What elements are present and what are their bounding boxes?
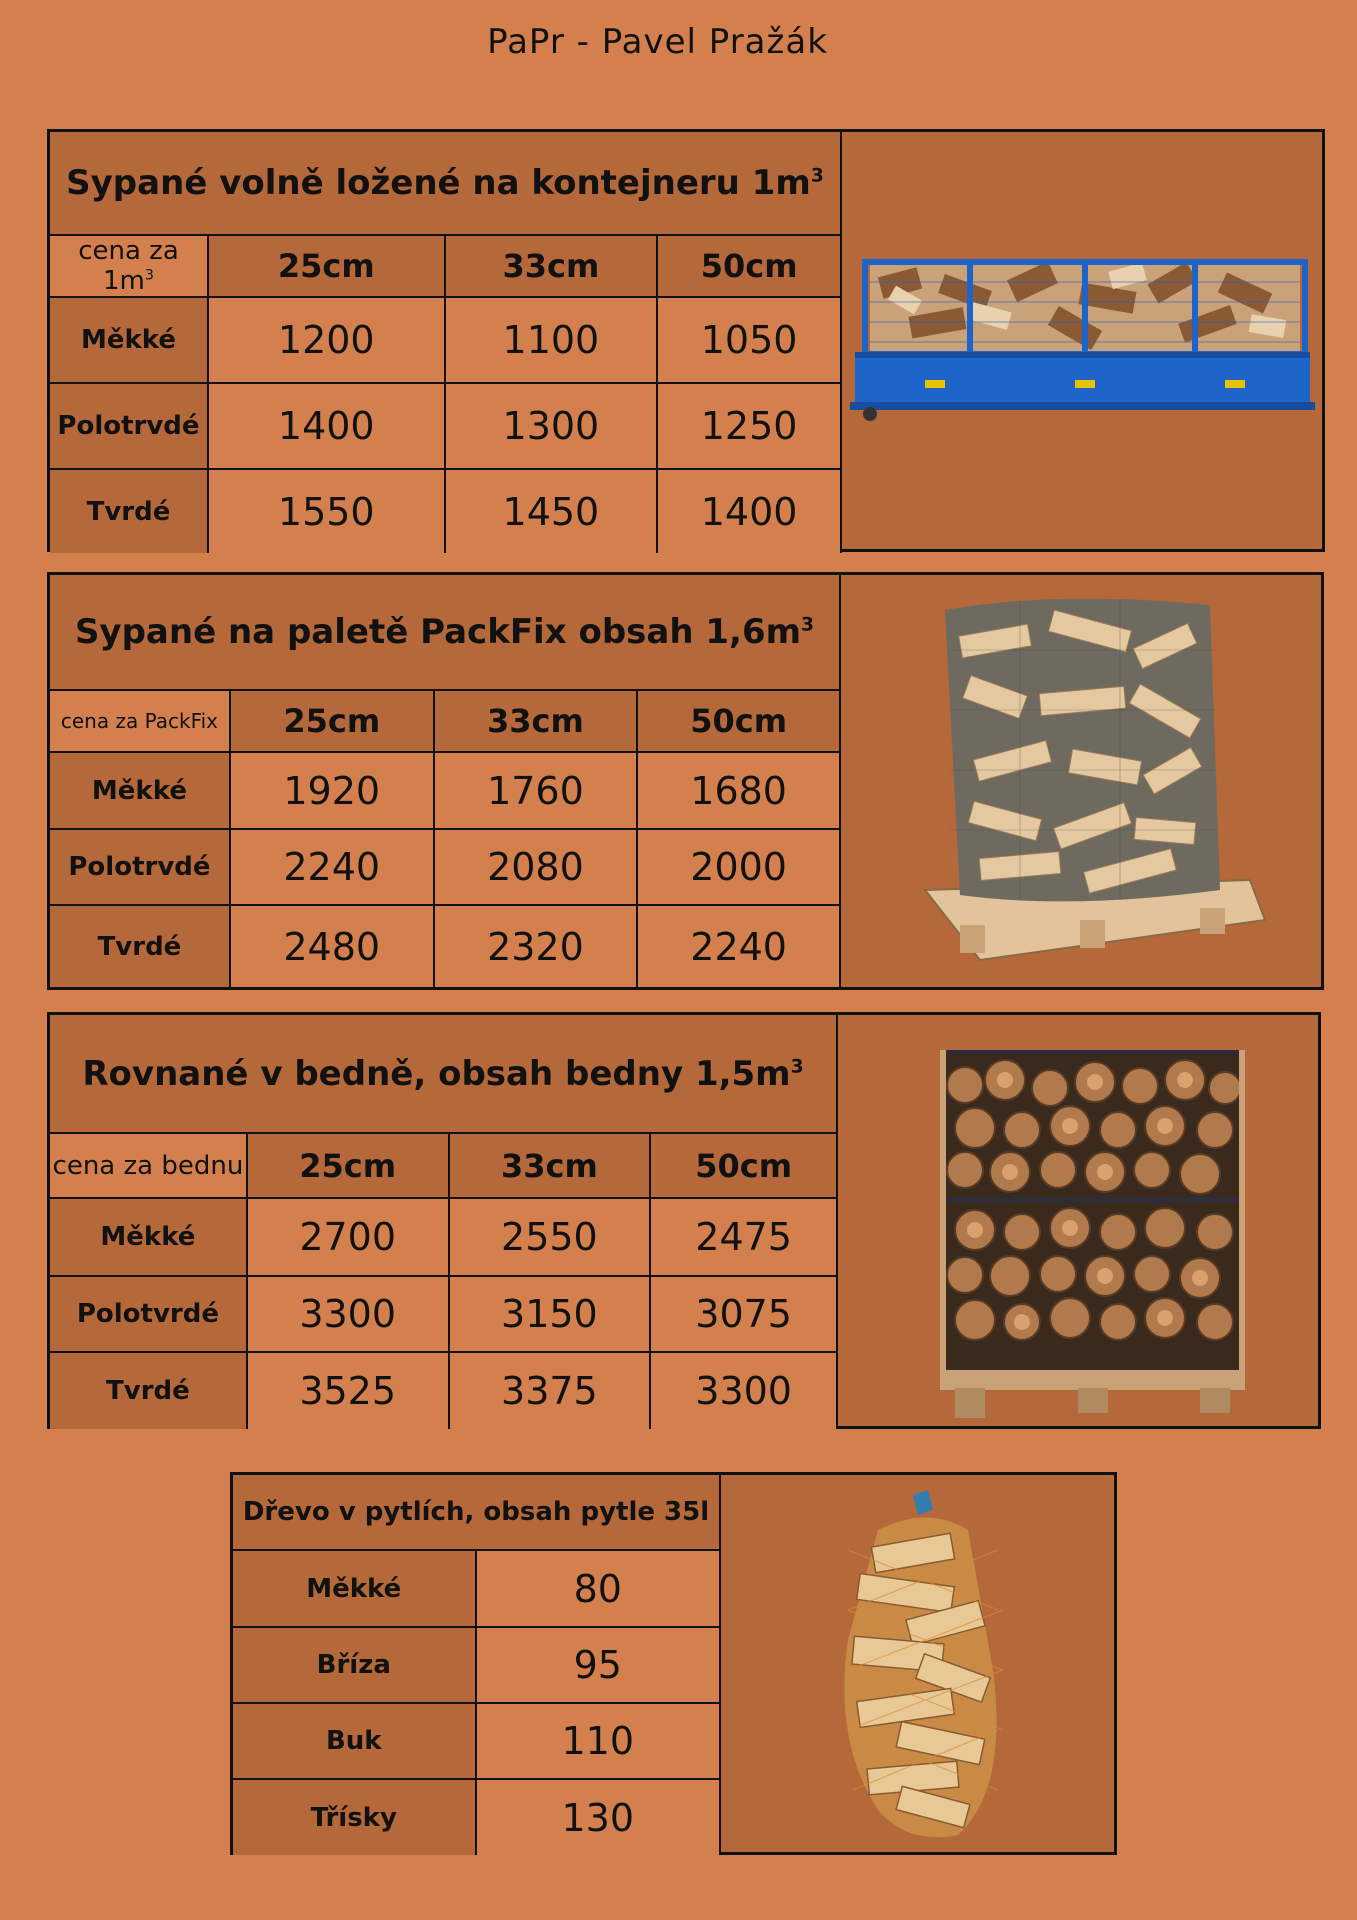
price-cell: 2000: [637, 829, 840, 905]
price-cell: 2700: [247, 1198, 449, 1276]
column-header: 33cm: [449, 1133, 651, 1198]
price-cell: 3300: [650, 1352, 837, 1429]
column-header: 25cm: [208, 235, 445, 297]
row-label: Třísky: [233, 1779, 476, 1855]
price-unit-label: cena za bednu: [50, 1133, 247, 1198]
table-row: [50, 1198, 837, 1276]
row-label: Bříza: [233, 1627, 476, 1703]
column-header: 50cm: [657, 235, 841, 297]
price-cell: 130: [476, 1779, 720, 1855]
table-row: [233, 1550, 720, 1627]
table-row: [233, 1627, 720, 1703]
price-table-container: [50, 132, 842, 553]
price-cell: 95: [476, 1627, 720, 1703]
column-header: 33cm: [445, 235, 658, 297]
section-bag-prices: [230, 1472, 1117, 1855]
column-header: 25cm: [230, 690, 434, 752]
row-label: Polotvrdé: [50, 1276, 247, 1352]
page-title: PaPr - Pavel Pražák: [487, 22, 828, 62]
price-cell: 2080: [434, 829, 638, 905]
section-title: Sypané na paletě PackFix obsah $1,6m^3$: [50, 575, 840, 690]
price-cell: 1680: [637, 752, 840, 829]
container-icon: [850, 252, 1320, 432]
price-table-packfix: [50, 575, 841, 987]
price-table-crate: [50, 1015, 838, 1429]
section-packfix-prices: [47, 572, 1324, 990]
column-header: 33cm: [434, 690, 638, 752]
table-row: [50, 1352, 837, 1429]
net-bag-icon: [818, 1490, 1043, 1845]
price-cell: 1250: [657, 383, 841, 469]
price-cell: 1550: [208, 469, 445, 553]
row-label: Měkké: [50, 1198, 247, 1276]
price-cell: 2320: [434, 905, 638, 987]
row-label: Polotrvdé: [50, 383, 208, 469]
price-cell: 3075: [650, 1276, 837, 1352]
table-row: [50, 383, 841, 469]
price-cell: 3375: [449, 1352, 651, 1429]
price-cell: 3525: [247, 1352, 449, 1429]
table-row: [50, 469, 841, 553]
price-cell: 2240: [230, 829, 434, 905]
section-title: Sypané volně ložené na kontejneru $1m^3$: [50, 132, 841, 235]
price-unit-label: cena za $1m^3$: [50, 235, 208, 297]
price-cell: 2240: [637, 905, 840, 987]
firewood-container-image: [850, 252, 1320, 432]
table-row: [233, 1779, 720, 1855]
price-cell: 1100: [445, 297, 658, 383]
price-unit-label: cena za PackFix: [50, 690, 230, 752]
firewood-net-bag-image: [818, 1490, 1043, 1845]
column-header: 50cm: [637, 690, 840, 752]
price-cell: 110: [476, 1703, 720, 1779]
table-row: [233, 1703, 720, 1779]
firewood-packfix-pallet-image: [920, 590, 1270, 985]
price-cell: 1300: [445, 383, 658, 469]
price-cell: 1450: [445, 469, 658, 553]
column-header: 25cm: [247, 1133, 449, 1198]
table-row: [50, 829, 840, 905]
crate-icon: [930, 1030, 1255, 1425]
price-cell: 2480: [230, 905, 434, 987]
price-cell: 1920: [230, 752, 434, 829]
price-cell: 1200: [208, 297, 445, 383]
row-label: Měkké: [233, 1550, 476, 1627]
row-label: Tvrdé: [50, 469, 208, 553]
row-label: Tvrdé: [50, 1352, 247, 1429]
table-row: [50, 905, 840, 987]
price-table-bags: [233, 1475, 721, 1855]
pallet-icon: [920, 590, 1270, 985]
row-label: Měkké: [50, 297, 208, 383]
price-cell: 2475: [650, 1198, 837, 1276]
section-crate-prices: [47, 1012, 1321, 1429]
price-cell: 3300: [247, 1276, 449, 1352]
section-title: Dřevo v pytlích, obsah pytle 35l: [233, 1475, 720, 1550]
table-row: [50, 752, 840, 829]
row-label: Měkké: [50, 752, 230, 829]
column-header: 50cm: [650, 1133, 837, 1198]
row-label: Buk: [233, 1703, 476, 1779]
row-label: Polotrvdé: [50, 829, 230, 905]
price-cell: 2550: [449, 1198, 651, 1276]
section-container-prices: [47, 129, 1325, 552]
price-cell: 1760: [434, 752, 638, 829]
price-cell: 1050: [657, 297, 841, 383]
price-cell: 3150: [449, 1276, 651, 1352]
section-title: Rovnané v bedně, obsah bedny $1,5m^3$: [50, 1015, 837, 1133]
row-label: Tvrdé: [50, 905, 230, 987]
table-row: [50, 297, 841, 383]
firewood-crate-image: [930, 1030, 1255, 1425]
price-cell: 80: [476, 1550, 720, 1627]
price-cell: 1400: [657, 469, 841, 553]
price-cell: 1400: [208, 383, 445, 469]
table-row: [50, 1276, 837, 1352]
